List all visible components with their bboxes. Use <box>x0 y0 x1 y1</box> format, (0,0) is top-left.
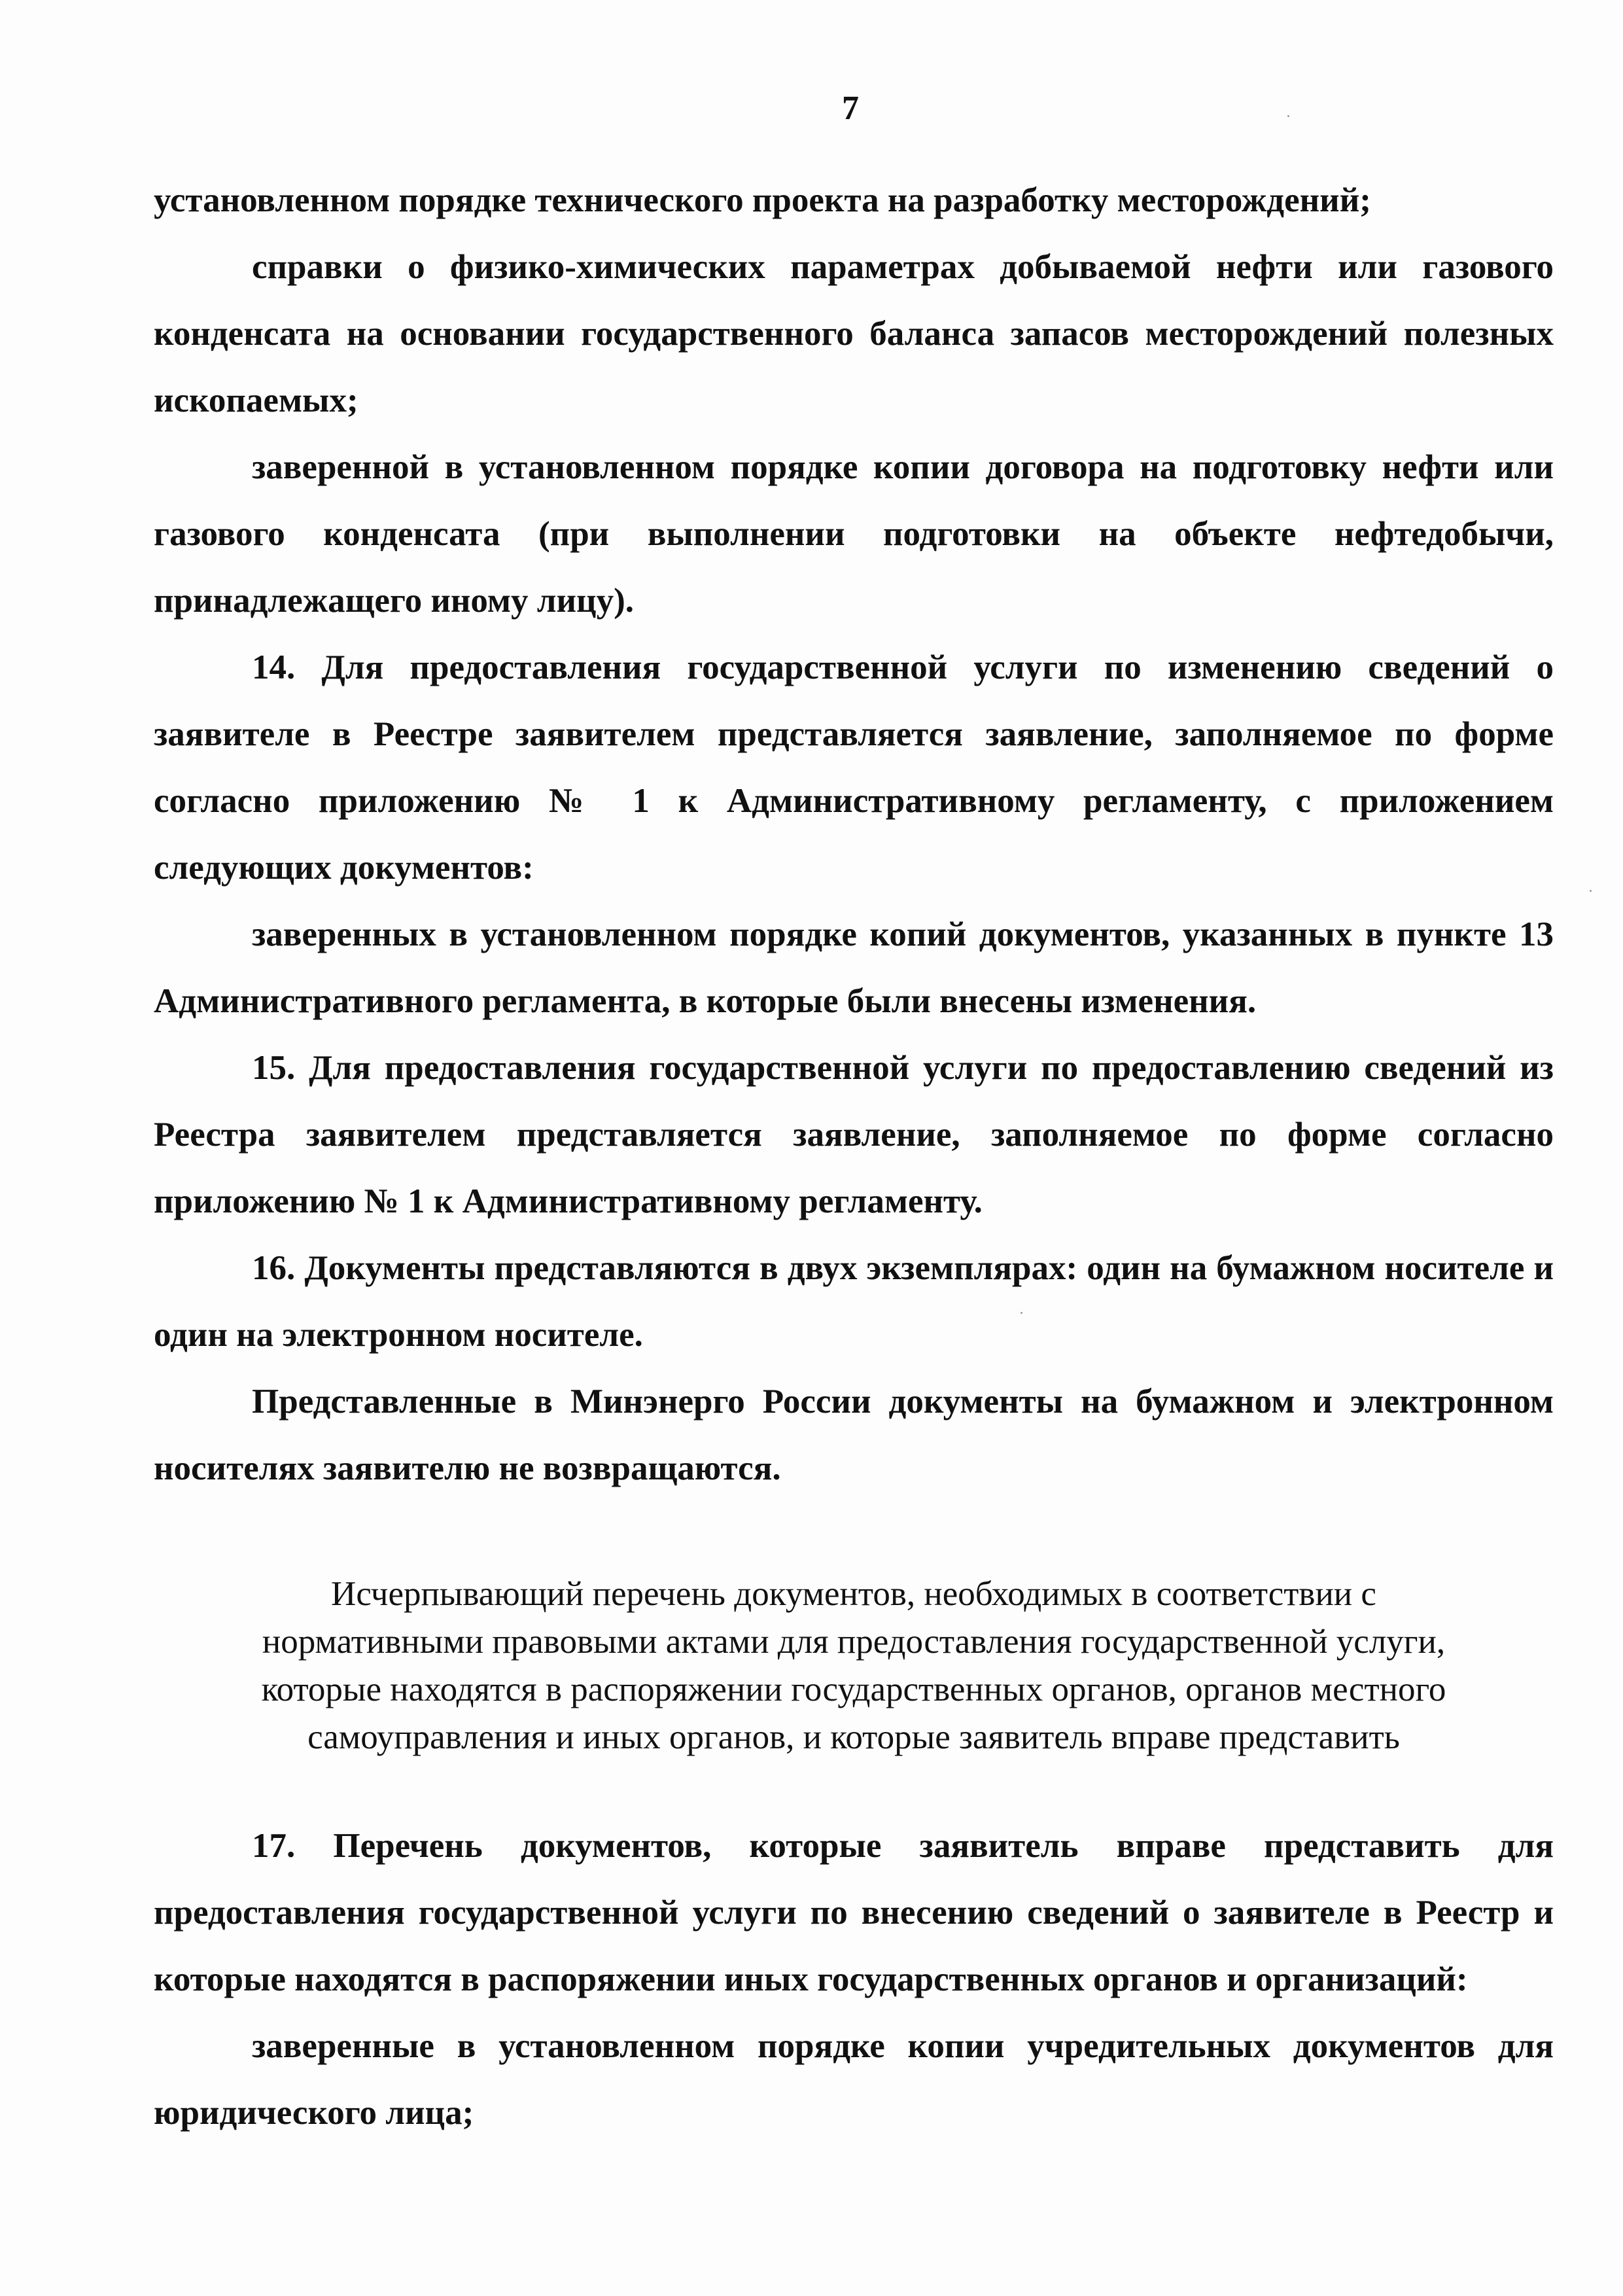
paragraph-not-returned: Представленные в Минэнерго России документы на бумажном и электронном носителях заявителю не возвращаются. <box>154 1383 1554 1487</box>
paragraph-item-14: 14. Для предоставления государственной услуги по изменению сведений о заявителе в Реестре заявителем представляется заявление, заполняемое по форме согласно приложению № 1 к Административному регламенту, с приложением следующих документов: <box>154 648 1554 887</box>
paragraph-founding-documents: заверенные в установленном порядке копии учредительных документов для юридического лица; <box>154 2027 1554 2132</box>
section-heading-line: Исчерпывающий перечень документов, необходимых в соответствии с <box>331 1575 1376 1613</box>
document-body <box>154 167 1554 1502</box>
paragraph-certified-copies: заверенных в установленном порядке копий документов, указанных в пункте 13 Административного регламента, в которые были внесены изменения. <box>154 915 1554 1020</box>
document-body-continued <box>154 1812 1554 2146</box>
section-heading-line: нормативными правовыми актами для предоставления государственной услуги, <box>262 1623 1446 1661</box>
paragraph-certificate: справки о физико-химических параметрах добываемой нефти или газового конденсата на основании государственного баланса запасов месторождений полезных ископаемых; <box>154 248 1554 419</box>
paragraph-item-16: 16. Документы представляются в двух экземплярах: один на бумажном носителе и один на электронном носителе. <box>154 1249 1554 1354</box>
section-heading-line: которые находятся в распоряжении государственных органов, органов местного <box>261 1670 1446 1708</box>
paragraph-contract-copy: заверенной в установленном порядке копии договора на подготовку нефти или газового конденсата (при выполнении подготовки на объекте нефтедобычи, принадлежащего иному лицу). <box>154 448 1554 620</box>
scan-speck <box>1287 115 1289 117</box>
page-number: 7 <box>842 90 859 127</box>
section-heading <box>154 1570 1554 1761</box>
paragraph-item-17: 17. Перечень документов, которые заявитель вправе представить для предоставления государственной услуги по внесению сведений о заявителе в Реестр и которые находятся в распоряжении иных государственных органов и организаций: <box>154 1827 1554 1998</box>
paragraph-continuation: установленном порядке технического проекта на разработку месторождений; <box>154 181 1371 219</box>
paragraph-item-15: 15. Для предоставления государственной услуги по предоставлению сведений из Реестра заявителем представляется заявление, заполняемое по форме согласно приложению № 1 к Административному регламенту. <box>154 1049 1554 1220</box>
scan-speck <box>1590 890 1592 892</box>
section-heading-line: самоуправления и иных органов, и которые заявитель вправе представить <box>307 1718 1400 1756</box>
scan-speck <box>1021 1312 1022 1314</box>
